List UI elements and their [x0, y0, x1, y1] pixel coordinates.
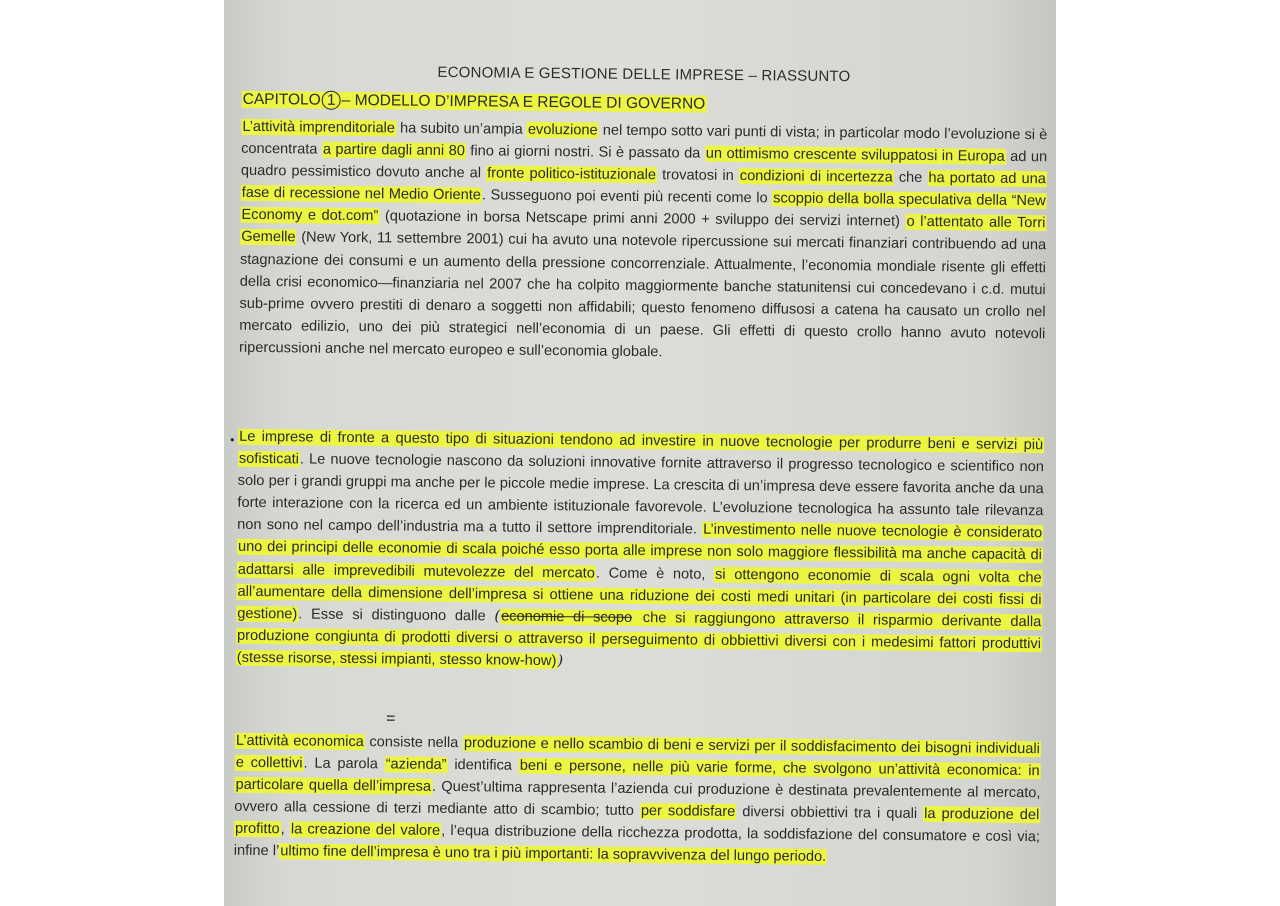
pen-bracket-close: )	[557, 652, 564, 670]
text-span: . Esse si distinguono dalle	[298, 606, 495, 625]
highlight: un ottimismo crescente sviluppatosi in Europa	[705, 145, 1005, 165]
highlight: si ottengono economie di scala ogni volta che all’aumentare della dimensione dell’impresa si ottiene una riduzione dei costi medi unitari (in particolare dei costi fissi di gestione)	[237, 566, 1042, 623]
text-span: ,	[280, 821, 290, 838]
highlight: L’attività imprenditoriale	[242, 118, 396, 137]
text-span: . Quest’ultima rappresenta l’azienda cui produzione è destinata prevalentemente al mercato, ovvero alla cessione di terzi mediante atto di scambio; tutto	[234, 779, 1041, 820]
highlight: evoluzione	[527, 121, 598, 139]
text-span: che	[893, 169, 928, 187]
chapter-number: 1	[322, 91, 341, 110]
highlight: beni e persone, nelle più varie forme, che svolgono un’attività economica: in particolare quella dell’impresa	[235, 757, 1040, 796]
highlight: produzione e nello scambio di beni e servizi per il soddisfacimento dei bisogni individuali e collettivi	[235, 735, 1041, 772]
highlight: ultimo fine dell’impresa è uno tra i più importanti: la sopravvivenza del lungo periodo.	[280, 843, 827, 866]
text-span: (quotazione in borsa Netscape primi anni 2000 + sviluppo dei servizi internet)	[379, 208, 906, 231]
chapter-prefix: CAPITOLO	[242, 90, 321, 109]
text-span: , l’equa distribuzione della ricchezza prodotta, la soddisfazione del consumatore e così via; infine l’	[233, 823, 1041, 860]
document-photo	[224, 0, 1056, 906]
pen-bracket-open: (	[494, 607, 501, 625]
chapter-heading	[242, 90, 707, 114]
text-span: diversi obbiettivi tra i quali	[736, 804, 924, 823]
pen-equals-mark: =	[386, 710, 396, 728]
highlight: scoppio della bolla speculativa della “New Economy e dot.com”	[241, 190, 1046, 225]
text-span: identifica	[447, 757, 519, 774]
highlight: a partire dagli anni 80	[322, 141, 465, 160]
highlight: che si raggiungono attraverso il risparmio derivante dalla produzione congiunta di prodotti diversi o attraverso il perseguimento di obbiettivi diversi con i medesimi fattori produttivi (stesse risorse, stessi impianti, stesso know-how)	[236, 609, 1042, 670]
text-span: . Le nuove tecnologie nascono da soluzioni innovative fornite attraverso il progresso tecnologico e scientifico non solo per i grandi gruppi ma anche per le piccole medie imprese. La crescita di un’impresa deve essere favorita anche da una forte interazione con la ricerca ed un ambiente istituzionale favorevole. L’evoluzione tecnologica ha assunto tale rilevanza non sono nel campo dell’industria ma a tutto il settore imprenditoriale.	[237, 451, 1044, 539]
highlight: condizioni di incertezza	[739, 168, 893, 186]
highlight: “azienda”	[385, 756, 447, 774]
document-page	[224, 0, 1056, 906]
highlight: Le imprese di fronte a questo tipo di situazioni tendono ad investire in nuove tecnologie per produrre beni e servizi più sofisticati	[238, 428, 1044, 468]
document-title: ECONOMIA E GESTIONE DELLE IMPRESE – RIASSUNTO	[437, 63, 851, 86]
highlight: la creazione del valore	[290, 821, 441, 840]
paragraph-3	[234, 730, 1041, 871]
bullet-mark: •	[230, 432, 235, 447]
highlight: L’investimento nelle nuove tecnologie è considerato uno dei principi delle economie di scala poiché esso porta alle imprese non solo maggiore flessibilità ma anche capacità di adattarsi alle imprevedibili mutevolezze del mercato	[237, 522, 1043, 582]
text-span: . La parola	[303, 755, 385, 773]
highlight: ha portato ad una fase di recessione nel Medio Oriente	[241, 170, 1046, 204]
highlight: la produzione del profitto	[234, 806, 1040, 838]
text-span: fino ai giorni nostri. Si è passato da	[465, 143, 705, 162]
highlight-struck: economie di scopo	[501, 608, 633, 626]
paragraph-1	[239, 116, 1048, 367]
text-span: ha subito un’ampia	[395, 120, 527, 138]
highlight: o l’attentato alle Torri Gemelle	[241, 214, 1046, 246]
text-span: trovatosi in	[656, 167, 739, 185]
highlight: fronte politico-istituzionale	[487, 165, 657, 184]
paragraph-2	[230, 426, 1045, 677]
highlight: L’attività economica	[235, 732, 364, 751]
highlight: per soddisfare	[640, 803, 736, 821]
text-span: consiste nella	[364, 734, 463, 752]
text-span: (New York, 11 settembre 2001) cui ha avuto una notevole ripercussione sui mercati finanziari contribuendo ad una stagnazione dei consumi e un aumento della pressione concorrenziale. Attualmente, l’economia mondiale risente gli effetti della crisi economico—finanziaria nel 2007 che ha colpito maggiormente banche statunitensi cui concedevano i c.d. mutui sub-prime ovvero prestiti di denaro a soggetti non affidabili; questo fenomeno diffusosi a catena ha causato un crollo nel mercato edilizio, uno dei più strategici nell’economia di un paese. Gli effetti di questo crollo hanno avuto notevoli ripercussioni anche nel mercato europeo e sull’economia globale.	[238, 229, 1047, 361]
chapter-title: – MODELLO D’IMPRESA E REGOLE DI GOVERNO	[341, 91, 706, 113]
text-span: . Susseguono poi eventi più recenti come lo	[481, 187, 773, 207]
text-span: . Come è noto,	[595, 565, 715, 583]
text-span: nel tempo sotto vari punti di vista; in particolar modo l’evoluzione si è concentrata	[241, 122, 1048, 158]
text-span: ad un quadro pessimistico dovuto anche al	[240, 148, 1048, 182]
